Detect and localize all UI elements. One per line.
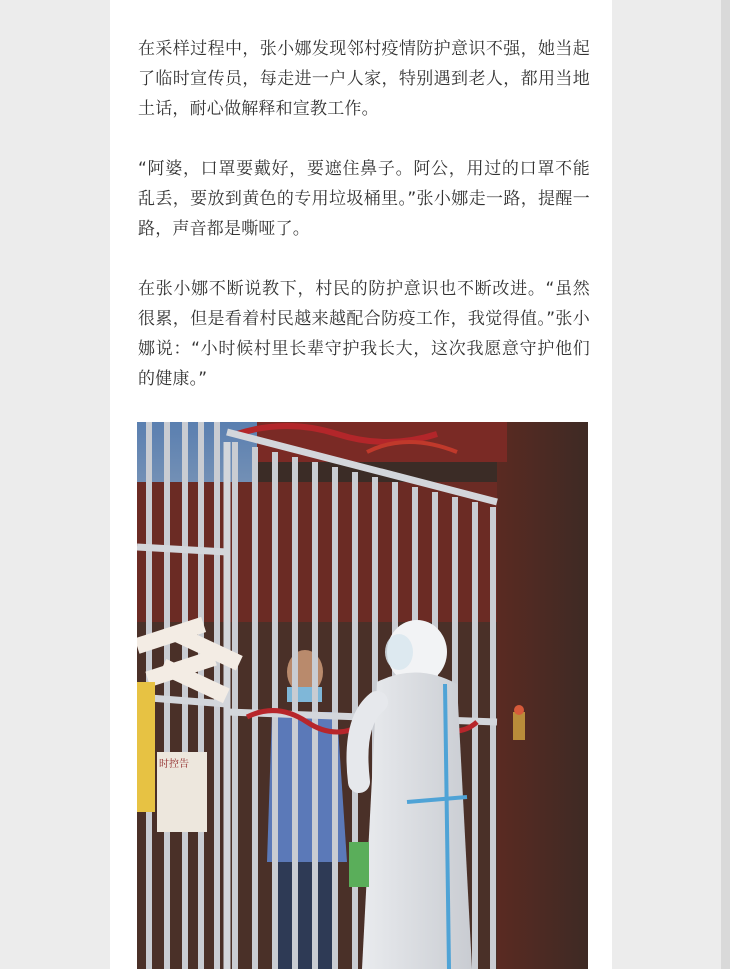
paragraph-1: 在采样过程中，张小娜发现邻村疫情防护意识不强，她当起了临时宣传员，每走进一户人家，特别遇到老人，都用当地土话，耐心做解释和宣教工作。 — [138, 39, 590, 119]
article-photo — [137, 422, 588, 969]
paragraph-2: “阿婆，口罩要戴好，要遮住鼻子。阿公，用过的口罩不能乱丢，要放到黄色的专用垃圾桶里。”张小娜走一路，提醒一路，声音都是嘶哑了。 — [138, 159, 590, 239]
paragraph-3: 在张小娜不断说教下，村民的防护意识也不断改进。“虽然很累，但是看着村民越来越配合防疫工作，我觉得值。”张小娜说：“小时候村里长辈守护我长大，这次我愿意守护他们的健康。” — [138, 279, 590, 389]
scrollbar-track[interactable] — [721, 0, 730, 969]
article-body — [138, 34, 590, 424]
notice-label: 时控告 — [159, 759, 189, 770]
